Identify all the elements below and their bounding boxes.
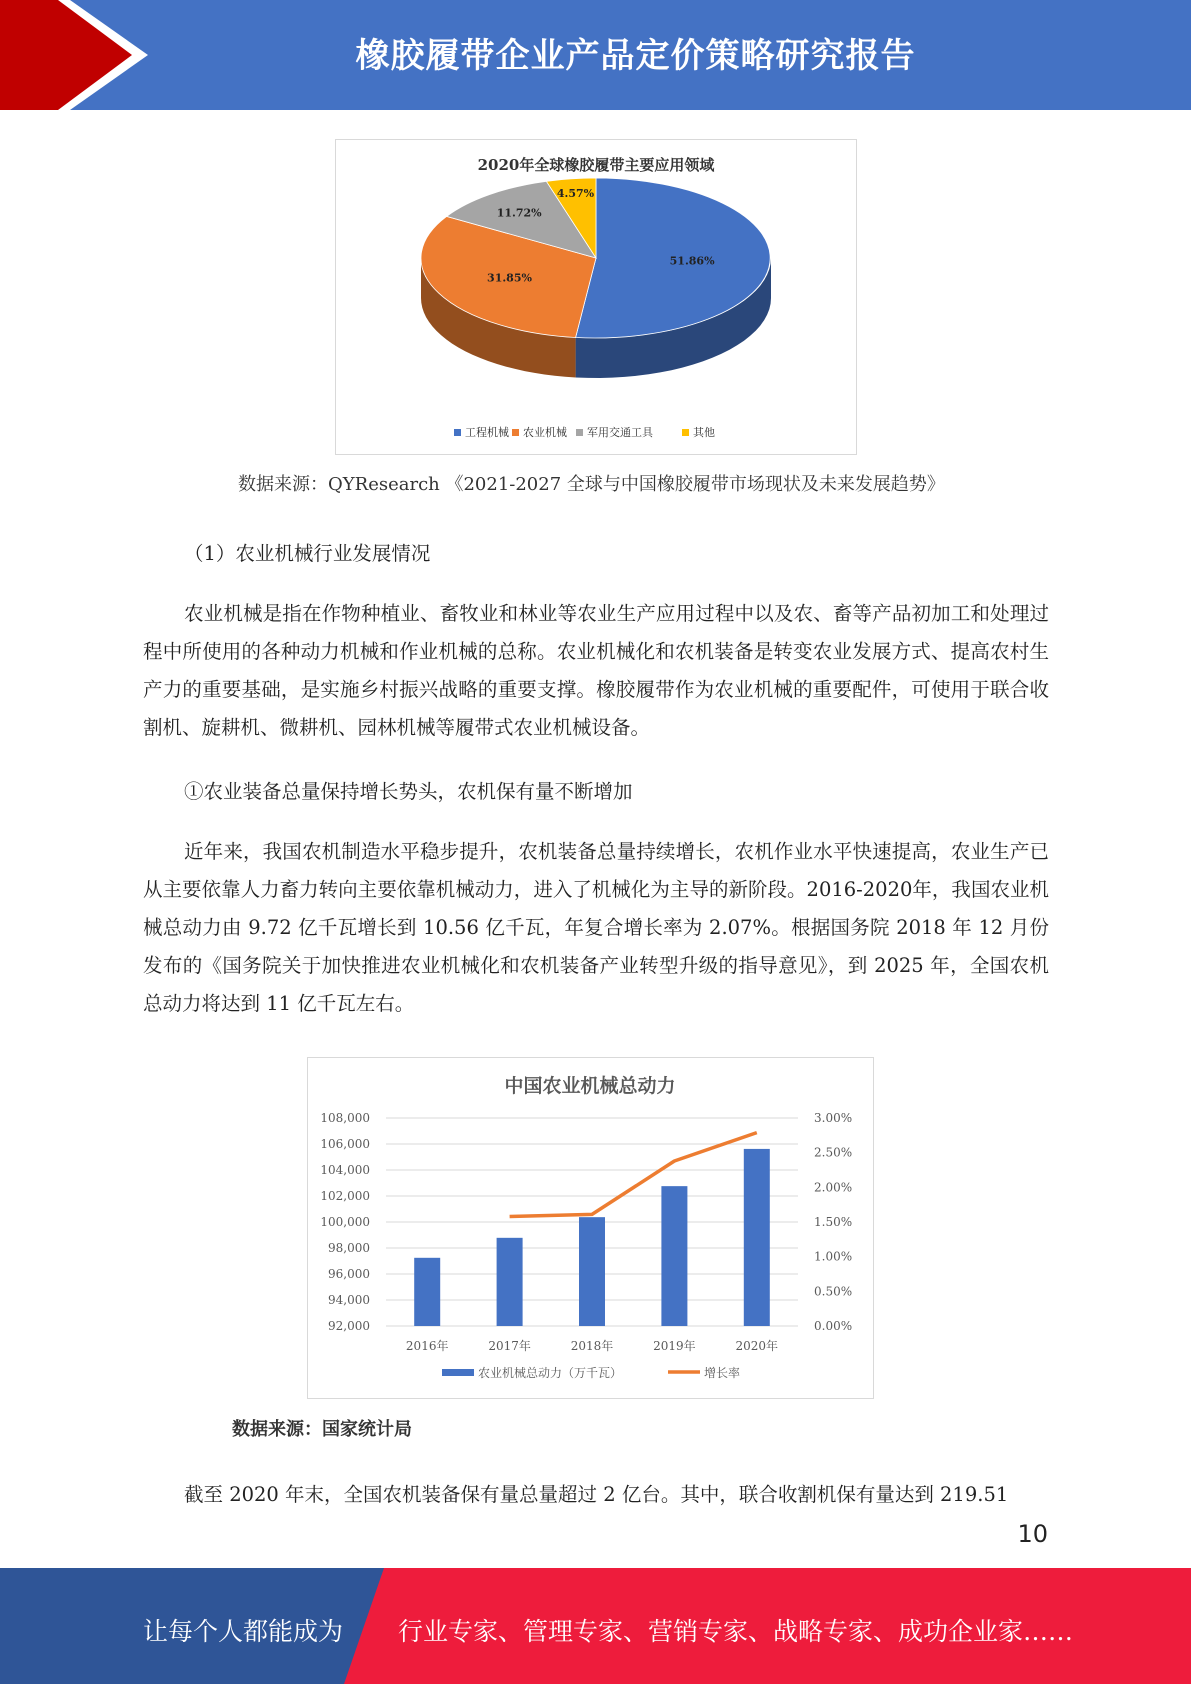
paragraph-equipment-stock: 截至 2020 年末，全国农机装备保有量总量超过 2 亿台。其中，联合收割机保有量达到 219.51 xyxy=(184,1483,1009,1506)
pie-data-label-1: 31.85% xyxy=(487,271,532,285)
pie-chart xyxy=(336,140,856,454)
figure1-caption: 数据来源：QYResearch 《2021-2027 全球与中国橡胶履带市场现状及未来发展趋势》 xyxy=(238,474,945,495)
pie-legend-swatch-2 xyxy=(576,429,583,436)
bar-1 xyxy=(497,1238,523,1326)
x-tick-label: 2018年 xyxy=(570,1339,614,1353)
page-number: 10 xyxy=(1017,1520,1048,1548)
y2-tick-label: 1.00% xyxy=(814,1249,853,1264)
x-tick-label: 2017年 xyxy=(488,1339,531,1353)
pie-data-label-2: 11.72% xyxy=(496,206,542,220)
y-tick-label: 108,000 xyxy=(320,1111,370,1125)
section-heading-equipment-growth: ①农业装备总量保持增长势头，农机保有量不断增加 xyxy=(184,780,633,803)
pie-legend-label-0: 工程机械 xyxy=(465,426,509,439)
y2-tick-label: 1.50% xyxy=(814,1215,853,1229)
pie-data-label-3: 4.57% xyxy=(556,187,595,201)
footer-slogan-left: 让每个人都能成为 xyxy=(143,1617,344,1646)
bar-line-chart xyxy=(308,1058,873,1398)
bar-2 xyxy=(579,1217,605,1326)
pie-legend-swatch-0 xyxy=(454,429,461,436)
y-tick-label: 100,000 xyxy=(320,1215,370,1229)
pie-chart-title: 2020年全球橡胶履带主要应用领域 xyxy=(477,156,715,174)
y-tick-label: 98,000 xyxy=(328,1241,370,1255)
pie-legend-label-3: 其他 xyxy=(693,426,715,439)
y-tick-label: 96,000 xyxy=(328,1267,370,1281)
y2-tick-label: 0.00% xyxy=(814,1319,853,1333)
y2-tick-label: 3.00% xyxy=(814,1111,853,1125)
y2-tick-label: 0.50% xyxy=(814,1284,853,1299)
x-tick-label: 2016年 xyxy=(405,1339,449,1353)
x-tick-label: 2020年 xyxy=(735,1339,779,1353)
pie-legend-swatch-1 xyxy=(512,429,519,436)
y2-tick-label: 2.00% xyxy=(814,1180,853,1195)
bar-chart-title: 中国农业机械总动力 xyxy=(504,1075,676,1097)
legend-label-bar: 农业机械总动力（万千瓦） xyxy=(478,1366,623,1380)
bar-3 xyxy=(661,1186,687,1326)
pie-data-label-0: 51.86% xyxy=(669,254,715,268)
paragraph-equipment-growth: 近年来，我国农机制造水平稳步提升，农机装备总量持续增长，农机作业水平快速提高，农业生产已从主要依靠人力畜力转向主要依靠机械动力，进入了机械化为主导的新阶段。2016-2020年，我国农业机械总动力由 9.72 亿千瓦增长到 10.56 亿千瓦，年复合增长率为 2.07%。根据国务院 2018 年 12 月份发布的《国务院关于加快推进农业机械化和农机装备产业转型升级的指导意见》，到 2025 年，全国农机总动力将达到 11 亿千瓦左右。 xyxy=(143,840,1049,1015)
section-heading-agri-machinery: （1）农业机械行业发展情况 xyxy=(184,542,431,565)
y-tick-label: 94,000 xyxy=(328,1293,370,1307)
legend-swatch-bar xyxy=(442,1369,474,1376)
y2-tick-label: 2.50% xyxy=(814,1145,853,1160)
bar-chart-frame xyxy=(307,1057,874,1399)
y-tick-label: 104,000 xyxy=(320,1163,370,1177)
page-title: 橡胶履带企业产品定价策略研究报告 xyxy=(355,36,916,76)
pie-legend-label-2: 军用交通工具 xyxy=(587,426,653,439)
footer-slogan-right: 行业专家、管理专家、营销专家、战略专家、成功企业家…… xyxy=(398,1617,1074,1646)
pie-legend-label-1: 农业机械 xyxy=(523,426,567,439)
paragraph-agri-machinery: 农业机械是指在作物种植业、畜牧业和林业等农业生产应用过程中以及农、畜等产品初加工和处理过程中所使用的各种动力机械和作业机械的总称。农业机械化和农机装备是转变农业发展方式、提高农村生产力的重要基础，是实施乡村振兴战略的重要支撑。橡胶履带作为农业机械的重要配件，可使用于联合收割机、旋耕机、微耕机、园林机械等履带式农业机械设备。 xyxy=(143,602,1049,739)
page-header xyxy=(0,0,1191,110)
y-tick-label: 102,000 xyxy=(320,1189,370,1203)
growth-rate-line xyxy=(510,1133,757,1217)
y-tick-label: 92,000 xyxy=(328,1319,370,1333)
page-footer xyxy=(0,1568,1191,1684)
figure2-caption: 数据来源：国家统计局 xyxy=(232,1419,412,1440)
pie-legend-swatch-3 xyxy=(682,429,689,436)
y-tick-label: 106,000 xyxy=(320,1137,370,1151)
bar-4 xyxy=(744,1149,770,1326)
legend-label-line: 增长率 xyxy=(704,1366,741,1380)
pie-chart-frame xyxy=(335,139,857,455)
bar-0 xyxy=(414,1258,440,1326)
x-tick-label: 2019年 xyxy=(653,1339,696,1353)
